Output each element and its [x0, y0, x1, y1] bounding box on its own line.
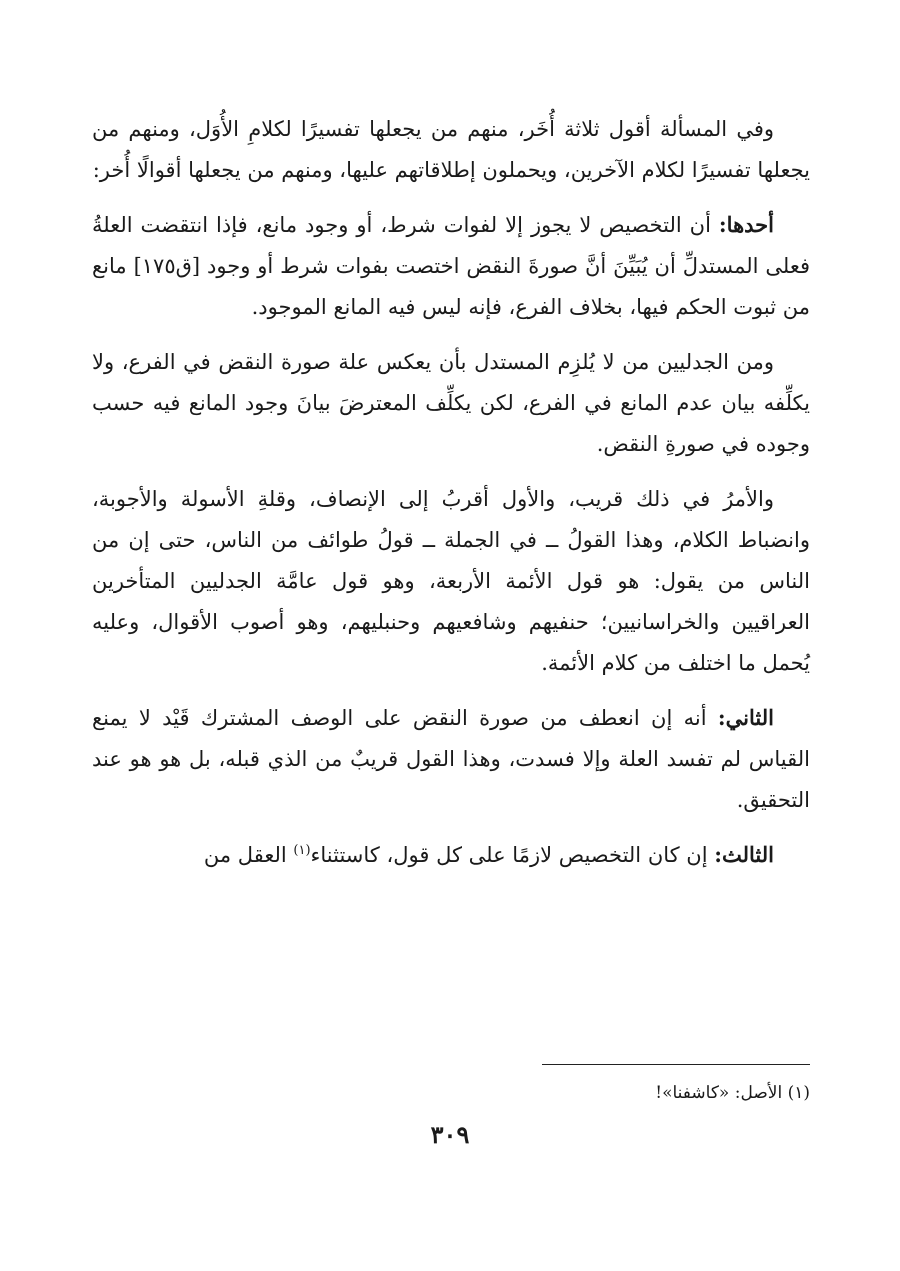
- footnote: (١) الأصل: «كاشفنا»!: [655, 1083, 810, 1103]
- paragraph-lead: الثاني:: [717, 705, 774, 730]
- main-text: [92, 108, 810, 889]
- paragraph-text: ومن الجدليين من لا يُلزِم المستدل بأن يعكس علة صورة النقض في الفرع، ولا يكلِّفه بيان عدم المانع في الفرع، لكن يكلِّف المعترضَ بيانَ وجود المانع فيه حسب وجوده في صورةِ النقض.: [92, 350, 810, 456]
- footnote-divider: [542, 1064, 810, 1065]
- paragraph-1: [92, 108, 810, 191]
- paragraph-text-continued: العقل من: [203, 843, 294, 867]
- paragraph-6: [92, 834, 810, 876]
- paragraph-2: [92, 204, 810, 328]
- paragraph-5: [92, 697, 810, 821]
- footnote-reference[interactable]: (١): [293, 843, 311, 858]
- page-number: ٣٠٩: [430, 1120, 470, 1149]
- paragraph-3: [92, 341, 810, 465]
- paragraph-text: أن التخصيص لا يجوز إلا لفوات شرط، أو وجود مانع، فإذا انتقضت العلةُ فعلى المستدلِّ أن يُبَيِّنَ أنَّ صورةَ النقض اختصت بفوات شرط أو وجود [ق١٧٥] مانع من ثبوت الحكم فيها، بخلاف الفرع، فإنه ليس فيه المانع الموجود.: [92, 213, 810, 319]
- paragraph-lead: الثالث:: [714, 842, 774, 867]
- paragraph-lead: أحدها:: [718, 212, 774, 237]
- paragraph-text: والأمرُ في ذلك قريب، والأول أقربُ إلى الإنصاف، وقلةِ الأسولة والأجوبة، وانضباط الكلام، وهذا القولُ ــ في الجملة ــ قولُ طوائف من الناس، حتى إن من الناس من يقول: هو قول الأئمة الأربعة، وهو قول عامَّة الجدليين المتأخرين العراقيين والخراسانيين؛ حنفيهم وشافعيهم وحنبليهم، وهو أصوب الأقوال، وعليه يُحمل ما اختلف من كلام الأئمة.: [92, 487, 810, 675]
- paragraph-text: أنه إن انعطف من صورة النقض على الوصف المشترك قَيْد لا يمنع القياس لم تفسد العلة وإلا فسدت، وهذا القول قريبٌ من الذي قبله، بل هو هو عند التحقيق.: [92, 706, 810, 812]
- paragraph-4: [92, 478, 810, 684]
- paragraph-text: وفي المسألة أقول ثلاثة أُخَر، منهم من يجعلها تفسيرًا لكلامِ الأُوَل، ومنهم من يجعلها تفسيرًا لكلام الآخرين، ويحملون إطلاقاتهم عليها، ومنهم من يجعلها أقوالًا أُخر:: [92, 117, 810, 182]
- paragraph-text: إن كان التخصيص لازمًا على كل قول، كاستثناء: [310, 843, 715, 867]
